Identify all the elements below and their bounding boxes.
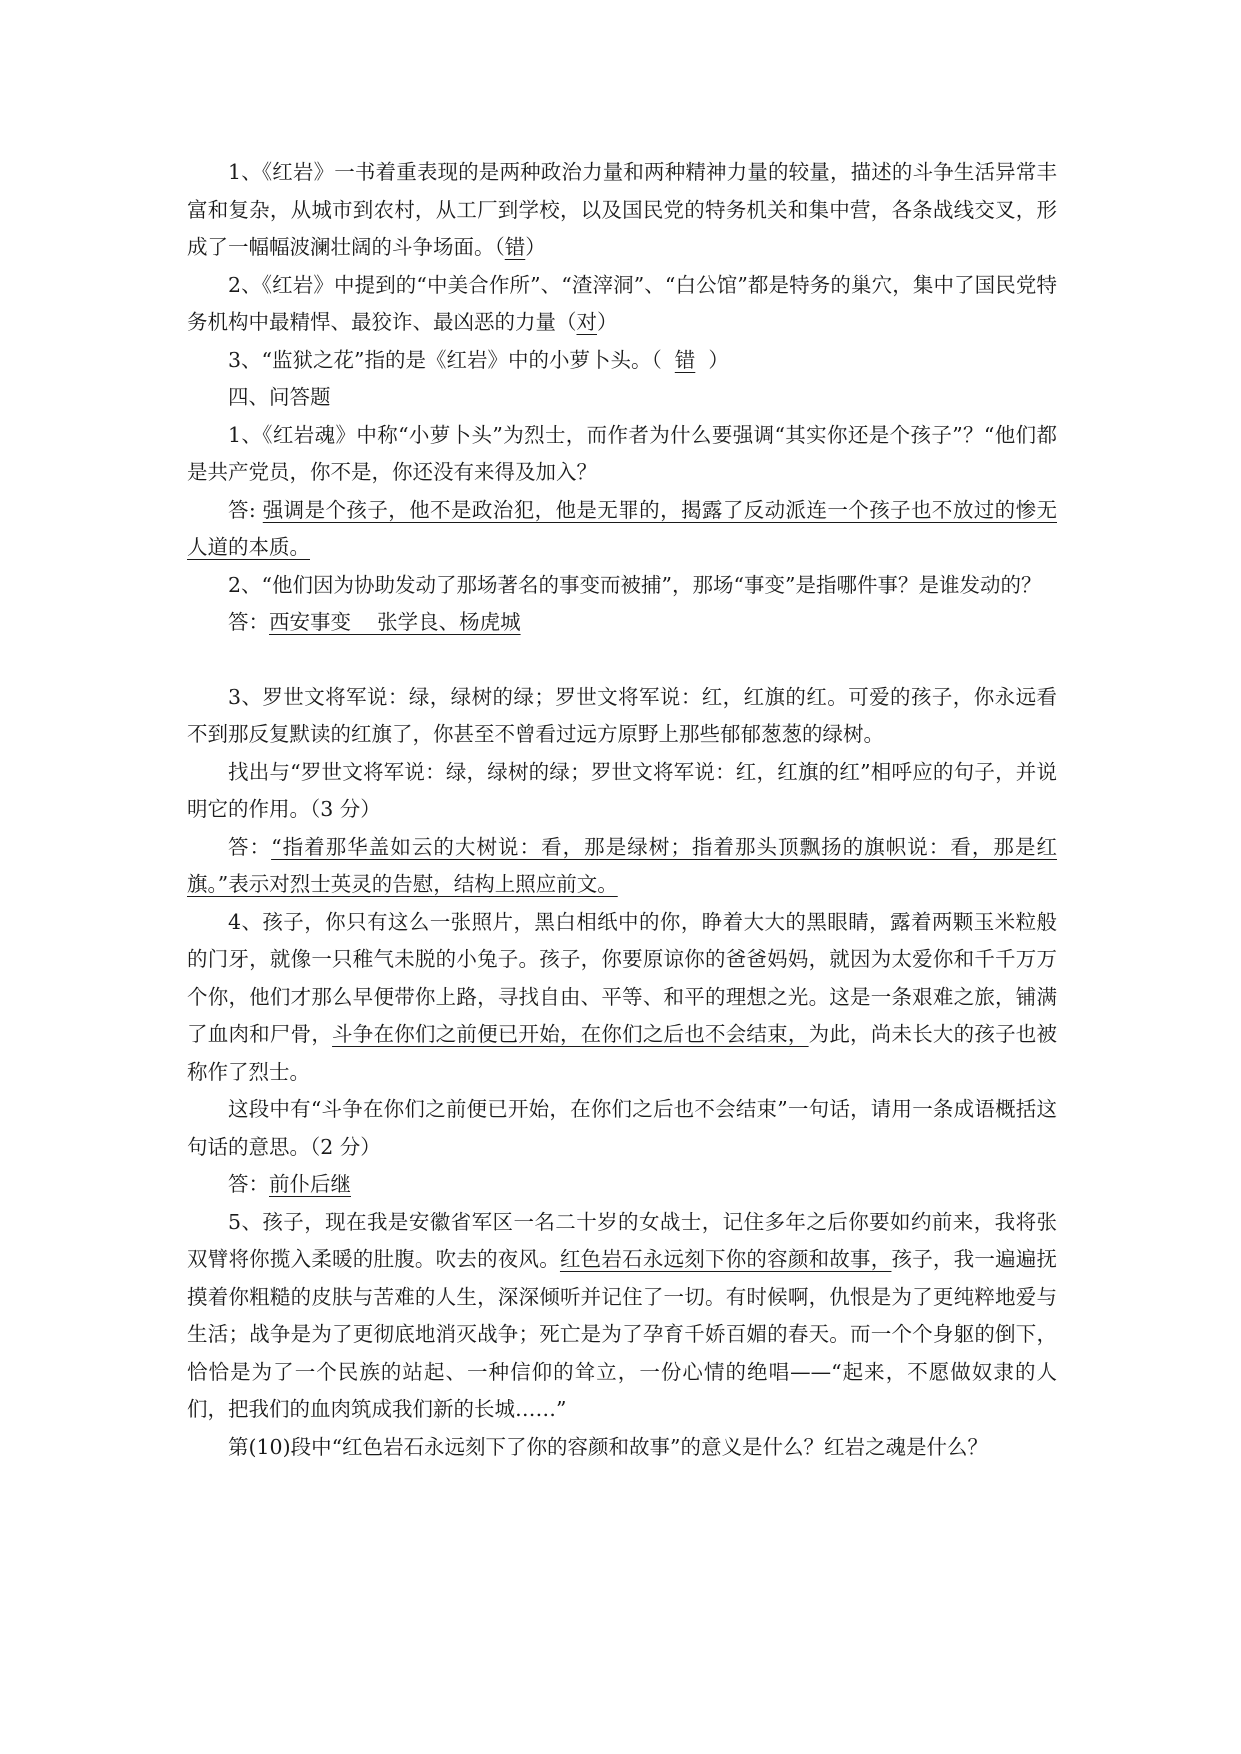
qa-answer-2 — [187, 604, 1057, 642]
judgment-question-1 — [187, 154, 1057, 267]
document-body — [187, 154, 1057, 1466]
qa-answer-3 — [187, 829, 1057, 904]
qa-answer-4 — [187, 1166, 1057, 1204]
answer-text: “指着那华盖如云的大树说：看，那是绿树；指着那头顶飘扬的旗帜说：看，那是红旗。”表示对烈士英灵的告慰，结构上照应前文。 — [187, 834, 1058, 896]
answer-mark: 错 — [504, 235, 526, 259]
question-text: 2、《红岩》中提到的“中美合作所”、“渣滓洞”、“白公馆”都是特务的巢穴，集中了国民党特务机构中最精悍、最狡诈、最凶恶的力量（ — [187, 272, 1057, 334]
judgment-question-2 — [187, 267, 1057, 342]
question-text: 1、《红岩》一书着重表现的是两种政治力量和两种精神力量的较量，描述的斗争生活异常丰富和复杂，从城市到农村，从工厂到学校，以及国民党的特务机关和集中营，各条战线交叉，形成了一幅幅波澜壮阔的斗争场面。（ — [187, 160, 1057, 259]
answer-label: 答: — [228, 497, 256, 522]
passage-underlined-text: 红色岩石永远刻下你的容颜和故事， — [559, 1247, 892, 1271]
answer-text: 前仆后继 — [269, 1172, 351, 1196]
qa-question-5: 第(10)段中“红色岩石永远刻下了你的容颜和故事”的意义是什么？红岩之魂是什么？ — [228, 1434, 989, 1459]
qa-question-4: 这段中有“斗争在你们之前便已开始，在你们之后也不会结束”一句话，请用一条成语概括这句话的意思。（2 分） — [187, 1097, 1057, 1159]
paren-close: ） — [525, 235, 546, 259]
question-text: 3、“监狱之花”指的是《红岩》中的小萝卜头。（ — [228, 347, 675, 372]
qa-answer-1 — [187, 492, 1057, 567]
passage-underlined-text: 斗争在你们之前便已开始，在你们之后也不会结束， — [332, 1022, 809, 1046]
answer-mark: 错 — [674, 347, 696, 372]
answer-text: 强调是个孩子，他不是政治犯，他是无罪的，揭露了反动派连一个孩子也不放过的惨无人道的本质。 — [187, 497, 1057, 559]
passage-text-end: 为此，尚未长大的孩子也被称作了烈士。 — [187, 1022, 1058, 1084]
qa-passage-4 — [187, 904, 1057, 1092]
qa-passage-5 — [187, 1204, 1057, 1429]
judgment-question-3 — [187, 342, 1057, 380]
passage-text-end: 孩子，我一遍遍抚摸着你粗糙的皮肤与苦难的人生，深深倾听并记住了一切。有时候啊，仇恨是为了更纯粹地爱与生活；战争是为了更彻底地消灭战争；死亡是为了孕育千娇百媚的春天。而一个个身躯的倒下，恰恰是为了一个民族的站起、一种信仰的耸立，一份心情的绝唱——“起来，不愿做奴隶的人们，把我们的血肉筑成我们新的长城……” — [187, 1247, 1058, 1421]
qa-passage-3: 3、罗世文将军说：绿，绿树的绿；罗世文将军说：红，红旗的红。可爱的孩子，你永远看不到那反复默读的红旗了，你甚至不曾看过远方原野上那些郁郁葱葱的绿树。 — [187, 684, 1057, 746]
answer-text: 西安事变 张学良、杨虎城 — [269, 610, 521, 634]
section-title: 四、问答题 — [228, 385, 331, 409]
paren-close: ） — [597, 310, 618, 334]
answer-label: 答： — [228, 1172, 269, 1196]
blank-spacer — [187, 642, 1057, 679]
passage-text: 5、孩子，现在我是安徽省军区一名二十岁的女战士，记住多年之后你要如约前来，我将张双臂将你揽入柔暖的肚腹。吹去的夜风。 — [187, 1209, 1057, 1271]
answer-label: 答： — [228, 610, 269, 634]
qa-question-2: 2、“他们因为协助发动了那场著名的事变而被捕”，那场“事变”是指哪件事？是谁发动的？ — [228, 572, 1042, 597]
answer-mark: 对 — [576, 310, 597, 334]
passage-text: 4、孩子，你只有这么一张照片，黑白相纸中的你，睁着大大的黑眼睛，露着两颗玉米粒般的门牙，就像一只稚气未脱的小兔子。孩子，你要原谅你的爸爸妈妈，就因为太爱你和千千万万个你，他们才那么早便带你上路，寻找自由、平等、和平的理想之光。这是一条艰难之旅，铺满了血肉和尸骨， — [187, 909, 1057, 1046]
qa-question-1: 1、《红岩魂》中称“小萝卜头”为烈士，而作者为什么要强调“其实你还是个孩子”？“他们都是共产党员，你不是，你还没有来得及加入？ — [187, 422, 1057, 484]
paren-close: ） — [695, 347, 729, 372]
qa-question-3: 找出与“罗世文将军说：绿，绿树的绿；罗世文将军说：红，红旗的红”相呼应的句子，并说明它的作用。（3 分） — [187, 759, 1057, 821]
answer-label: 答： — [228, 834, 272, 859]
